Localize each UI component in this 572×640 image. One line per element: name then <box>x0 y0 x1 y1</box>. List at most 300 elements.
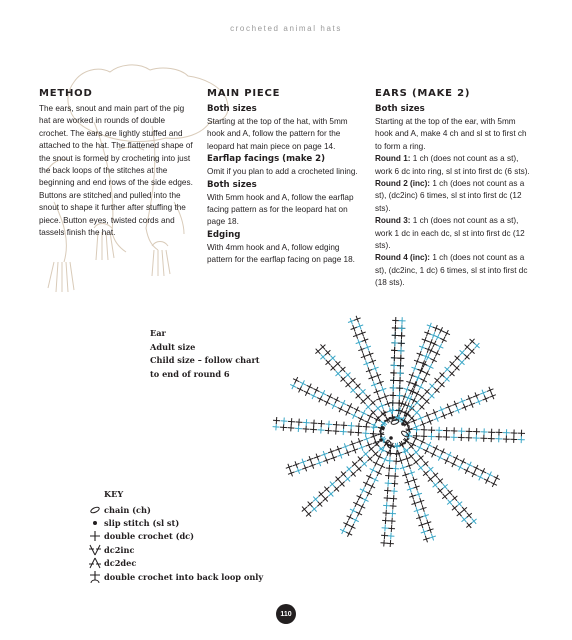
round-3 <box>375 215 533 252</box>
stitch-mark <box>453 406 462 415</box>
stitch-mark <box>327 447 336 456</box>
stitch-mark <box>272 423 279 430</box>
slip-stitch-mark <box>379 438 383 442</box>
key-label: dc2inc <box>104 544 135 555</box>
stitch-mark <box>411 434 420 443</box>
stitch-mark <box>426 525 435 534</box>
stitch-mark <box>334 445 343 454</box>
stitch-mark <box>396 392 403 399</box>
stitch-mark <box>355 492 364 501</box>
stitch-mark <box>420 527 429 536</box>
stitch-mark <box>348 522 357 531</box>
stitch-mark <box>480 428 487 435</box>
stitch-mark <box>425 417 434 426</box>
stitch-mark <box>292 460 301 469</box>
stitch-mark <box>381 524 388 531</box>
stitch-mark <box>473 428 480 435</box>
stitch-mark <box>450 434 457 441</box>
stitch-mark <box>384 479 391 486</box>
stitch-mark <box>392 465 399 472</box>
stitch-mark <box>418 437 427 446</box>
key-item-dc-back-loop <box>86 570 263 583</box>
stitch-mark <box>362 434 371 443</box>
stitch-mark <box>371 475 380 484</box>
stitch-mark <box>428 533 437 542</box>
stitch-mark <box>455 463 464 472</box>
stitch-mark <box>309 391 318 400</box>
main-piece-column <box>207 87 367 267</box>
stitch-mark <box>469 469 478 478</box>
stitch-mark <box>465 394 474 403</box>
stitch-mark <box>452 454 461 463</box>
stitch-mark <box>396 384 403 391</box>
stitch-mark <box>347 317 356 326</box>
stitch-mark <box>305 382 314 391</box>
stitch-mark <box>406 485 415 494</box>
stitch-mark <box>341 442 350 451</box>
caption-line: Ear <box>150 328 166 338</box>
stitch-mark <box>437 405 446 414</box>
stitch-mark <box>345 513 354 522</box>
stitch-mark <box>322 398 331 407</box>
stitch-mark <box>319 389 328 398</box>
stitch-mark <box>518 430 525 437</box>
stitch-mark <box>397 355 404 362</box>
round-2 <box>375 178 533 215</box>
stitch-mark <box>389 399 396 406</box>
stitch-mark <box>458 397 467 406</box>
stitch-mark <box>419 376 428 385</box>
stitch-mark <box>381 455 390 464</box>
stitch-mark <box>316 394 325 403</box>
stitch-mark <box>421 336 430 345</box>
stitch-mark <box>422 369 431 378</box>
stitch-mark <box>413 506 422 515</box>
stitch-mark <box>426 362 435 371</box>
stitch-mark <box>465 460 474 469</box>
stitch-mark <box>421 511 430 520</box>
stitch-mark <box>370 430 377 437</box>
stitch-mark <box>295 418 302 425</box>
stitch-mark <box>449 459 458 468</box>
stitch-mark <box>355 429 362 436</box>
stitch-mark <box>439 335 448 344</box>
stitch-mark <box>419 504 428 513</box>
stitch-mark <box>294 466 303 475</box>
stitch-mark <box>446 408 455 417</box>
stitch-mark <box>391 339 398 346</box>
stitch-mark <box>413 426 420 433</box>
stitch-mark <box>489 479 498 488</box>
stitch-mark <box>417 520 426 529</box>
stitch-mark <box>366 350 375 359</box>
stitch-mark <box>345 402 354 411</box>
ears-heading: EARS (MAKE 2) <box>375 88 471 99</box>
stitch-mark <box>325 427 332 434</box>
main-piece-heading: MAIN PIECE <box>207 88 281 99</box>
stitch-mark <box>479 388 488 397</box>
stitch-mark <box>357 345 366 354</box>
stitch-mark <box>412 483 421 492</box>
stitch-mark <box>357 502 366 511</box>
key-label: double crochet (dc) <box>104 531 195 542</box>
stitch-mark <box>318 420 325 427</box>
stitch-mark <box>480 435 487 442</box>
stitch-mark <box>351 515 360 524</box>
key-label: double crochet into back loop only <box>104 571 264 582</box>
stitch-mark <box>362 359 371 368</box>
stitch-mark <box>503 435 510 442</box>
caption-line: to end of round 6 <box>150 368 230 379</box>
stitch-mark <box>423 518 432 527</box>
stitch-mark <box>376 378 385 387</box>
stitch-mark <box>353 315 362 324</box>
stitch-mark <box>389 502 396 509</box>
main-piece-text: Starting at the top of the hat, with 5mm hook and A, follow the pattern for the leopard hat main piece on page 14. <box>207 117 348 151</box>
stitch-mark <box>356 414 365 423</box>
ears-column <box>375 87 533 290</box>
stitch-mark <box>380 539 387 546</box>
key-item-dc2inc <box>86 543 263 556</box>
stitch-mark <box>451 400 460 409</box>
caption-line: Adult size <box>150 341 196 352</box>
stitch-mark <box>430 408 439 417</box>
stitch-mark <box>374 468 383 477</box>
stitch-mark <box>410 499 419 508</box>
stitch-mark <box>325 392 334 401</box>
stitch-mark <box>423 411 432 420</box>
stitch-mark <box>390 487 397 494</box>
round-1 <box>375 153 533 178</box>
stitch-mark <box>343 408 352 417</box>
stitch-mark <box>365 472 374 481</box>
stitch-mark <box>462 466 471 475</box>
slip-stitch-mark <box>389 436 393 440</box>
chain-mark <box>401 430 410 438</box>
stitch-mark <box>398 340 405 347</box>
double-crochet-icon <box>86 530 104 542</box>
stitch-mark <box>362 479 371 488</box>
stitch-mark <box>488 429 495 436</box>
stitch-mark <box>388 525 395 532</box>
stitch-mark <box>428 450 437 459</box>
round-text: 1 ch (does not count as a st), (dc2inc) 6 times, sl st into first dc (12 sts). <box>375 179 525 213</box>
stitch-mark <box>416 382 425 391</box>
stitch-mark <box>342 519 351 528</box>
stitch-mark <box>397 362 404 369</box>
earflap-facing-text: With 5mm hook and A, follow the earflap facing pattern as for the leopard hat on page 18. <box>207 192 354 227</box>
stitch-mark <box>391 354 398 361</box>
stitch-mark <box>403 478 412 487</box>
round-label: Round 1: <box>375 154 411 164</box>
stitch-mark <box>381 532 388 539</box>
stitch-mark <box>273 417 280 424</box>
stitch-mark <box>387 540 394 547</box>
stitch-mark <box>336 404 345 413</box>
stitch-mark <box>392 457 399 464</box>
stitch-mark <box>488 435 495 442</box>
stitch-mark <box>357 443 366 452</box>
key-item-double-crochet <box>86 530 263 543</box>
stitch-mark <box>329 401 338 410</box>
ears-intro: Starting at the top of the ear, with 5mm hook and A, make 4 ch and sl st to first ch to form a ring. <box>375 117 527 151</box>
stitch-mark <box>315 458 324 467</box>
stitch-mark <box>352 405 361 414</box>
stitch-mark <box>473 434 480 441</box>
key-item-dc2dec <box>86 557 263 570</box>
stitch-mark <box>280 424 287 431</box>
earflap-text: Omit if you plan to add a crocheted lining. <box>207 167 358 177</box>
stitch-mark <box>340 428 347 435</box>
slip-stitch-icon <box>86 519 104 527</box>
stitch-mark <box>391 480 398 487</box>
stitch-mark <box>388 517 395 524</box>
stitch-mark <box>332 395 341 404</box>
stitch-mark <box>368 357 377 366</box>
dc2inc-icon <box>86 544 104 556</box>
stitch-mark <box>339 399 348 408</box>
stitch-mark <box>390 384 397 391</box>
stitch-mark <box>373 371 382 380</box>
stitch-mark <box>387 532 394 539</box>
earflap-heading: Earflap facings (make 2) <box>207 154 326 165</box>
stitch-mark <box>352 499 361 508</box>
stitch-mark <box>367 482 376 491</box>
stitch-mark <box>405 426 412 433</box>
round-label: Round 3: <box>375 216 411 226</box>
stitch-mark <box>392 317 399 324</box>
stitch-mark <box>414 490 423 499</box>
stitch-mark <box>344 529 353 538</box>
stitch-mark <box>485 470 494 479</box>
key <box>86 489 263 583</box>
stitch-mark <box>364 489 373 498</box>
stitch-mark <box>398 317 405 324</box>
key-label: chain (ch) <box>104 504 151 515</box>
stitch-mark <box>428 433 435 440</box>
stitch-mark <box>435 433 442 440</box>
stitch-mark <box>410 364 419 373</box>
stitch-mark <box>348 506 357 515</box>
stitch-mark <box>432 349 441 358</box>
stitch-mark <box>398 332 405 339</box>
edging-heading: Edging <box>207 229 241 240</box>
stitch-mark <box>289 381 298 390</box>
caption-line: Child size – follow chart <box>150 355 260 366</box>
stitch-mark <box>428 426 435 433</box>
stitch-mark <box>432 324 441 333</box>
both-sizes-heading: Both sizes <box>207 179 257 190</box>
running-header: crocheted animal hats <box>230 24 342 33</box>
stitch-mark <box>381 392 390 401</box>
stitch-mark <box>329 453 338 462</box>
stitch-mark <box>436 342 445 351</box>
stitch-mark <box>365 366 374 375</box>
stitch-mark <box>396 456 405 465</box>
stitch-mark <box>371 459 380 468</box>
stitch-mark <box>438 447 447 456</box>
both-sizes-heading: Both sizes <box>207 104 257 114</box>
stitch-mark <box>385 472 392 479</box>
stitch-mark <box>355 437 364 446</box>
stitch-mark <box>288 418 295 425</box>
stitch-mark <box>422 446 431 455</box>
stitch-mark <box>333 421 340 428</box>
ear-crochet-chart <box>253 310 538 555</box>
stitch-mark <box>465 428 472 435</box>
stitch-mark <box>303 419 310 426</box>
stitch-mark <box>370 421 379 430</box>
stitch-mark <box>458 434 465 441</box>
stitch-mark <box>336 451 345 460</box>
stitch-mark <box>420 426 427 433</box>
stitch-mark <box>450 427 457 434</box>
stitch-mark <box>409 416 418 425</box>
stitch-mark <box>397 369 404 376</box>
key-title: KEY <box>104 489 124 499</box>
dc-back-loop-icon <box>86 570 104 584</box>
stitch-mark <box>439 411 448 420</box>
stitch-mark <box>370 380 379 389</box>
chain-icon <box>86 506 104 514</box>
stitch-mark <box>358 329 367 338</box>
stitch-mark <box>415 513 424 522</box>
stitch-mark <box>486 386 495 395</box>
stitch-mark <box>431 444 440 453</box>
stitch-mark <box>368 465 377 474</box>
stitch-mark <box>302 425 309 432</box>
stitch-mark <box>510 429 517 436</box>
stitch-mark <box>472 463 481 472</box>
key-label: slip stitch (sl st) <box>104 518 180 529</box>
stitch-mark <box>458 427 465 434</box>
stitch-mark <box>503 429 510 436</box>
stitch-mark <box>349 411 358 420</box>
stitch-mark <box>435 427 442 434</box>
stitch-mark <box>481 394 490 403</box>
stitch-mark <box>377 462 386 471</box>
stitch-mark <box>410 476 419 485</box>
stitch-mark <box>391 347 398 354</box>
stitch-mark <box>482 476 491 485</box>
stitch-mark <box>306 455 315 464</box>
stitch-mark <box>444 402 453 411</box>
stitch-mark <box>292 376 301 385</box>
edging-text: With 4mm hook and A, follow edging pattern for the earflap facing on page 18. <box>207 242 355 265</box>
stitch-mark <box>398 325 405 332</box>
stitch-mark <box>383 494 390 501</box>
page-number: 110 <box>276 604 296 624</box>
stitch-mark <box>429 356 438 365</box>
stitch-mark <box>317 426 324 433</box>
stitch-mark <box>396 377 403 384</box>
stitch-mark <box>442 456 451 465</box>
stitch-mark <box>386 464 393 471</box>
stitch-mark <box>472 391 481 400</box>
ear-chart-caption <box>150 327 260 381</box>
stitch-mark <box>355 423 362 430</box>
stitch-mark <box>295 385 304 394</box>
stitch-mark <box>354 509 363 518</box>
stitch-mark <box>361 336 370 345</box>
stitch-mark <box>350 446 359 455</box>
stitch-mark <box>382 509 389 516</box>
stitch-mark <box>359 408 368 417</box>
key-item-chain <box>86 503 263 516</box>
stitch-mark <box>363 343 372 352</box>
stitch-mark <box>467 400 476 409</box>
stitch-mark <box>313 452 322 461</box>
stitch-mark <box>367 373 376 382</box>
stitch-mark <box>320 450 329 459</box>
stitch-mark <box>518 436 525 443</box>
slip-stitch-mark <box>401 422 405 426</box>
stitch-mark <box>495 435 502 442</box>
stitch-mark <box>405 378 414 387</box>
stitch-mark <box>372 387 381 396</box>
stitch-mark <box>389 392 396 399</box>
stitch-mark <box>384 448 393 457</box>
stitch-mark <box>413 373 422 382</box>
stitch-mark <box>415 443 424 452</box>
stitch-mark <box>390 495 397 502</box>
stitch-mark <box>390 369 397 376</box>
stitch-mark <box>397 347 404 354</box>
stitch-mark <box>407 468 416 477</box>
key-item-slip-stitch <box>86 516 263 529</box>
stitch-mark <box>458 457 467 466</box>
stitch-mark <box>488 391 497 400</box>
stitch-mark <box>302 388 311 397</box>
stitch-mark <box>405 461 414 470</box>
stitch-mark <box>445 450 454 459</box>
stitch-mark <box>390 377 397 384</box>
round-label: Round 2 (inc): <box>375 179 431 189</box>
stitch-mark <box>310 426 317 433</box>
stitch-mark <box>476 473 485 482</box>
stitch-mark <box>325 420 332 427</box>
stitch-mark <box>416 414 425 423</box>
stitch-mark <box>363 418 372 427</box>
stitch-mark <box>432 414 441 423</box>
key-label: dc2dec <box>104 558 137 569</box>
stitch-mark <box>392 332 399 339</box>
dc2dec-icon <box>86 557 104 569</box>
both-sizes-heading: Both sizes <box>375 104 425 114</box>
stitch-mark <box>389 510 396 517</box>
method-heading: METHOD <box>39 88 93 99</box>
stitch-mark <box>423 329 432 338</box>
stitch-mark <box>340 421 347 428</box>
stitch-mark <box>418 343 427 352</box>
stitch-mark <box>301 464 310 473</box>
stitch-mark <box>417 366 426 375</box>
stitch-mark <box>426 322 435 331</box>
stitch-mark <box>371 364 380 373</box>
stitch-mark <box>492 473 501 482</box>
stitch-mark <box>339 526 348 535</box>
stitch-mark <box>310 419 317 426</box>
chain-mark <box>386 440 392 449</box>
stitch-mark <box>308 461 317 470</box>
stitch-mark <box>392 324 399 331</box>
stitch-mark <box>358 486 367 495</box>
stitch-mark <box>390 362 397 369</box>
stitch-mark <box>408 492 417 501</box>
stitch-mark <box>413 357 422 366</box>
stitch-mark <box>443 433 450 440</box>
stitch-mark <box>422 535 431 544</box>
